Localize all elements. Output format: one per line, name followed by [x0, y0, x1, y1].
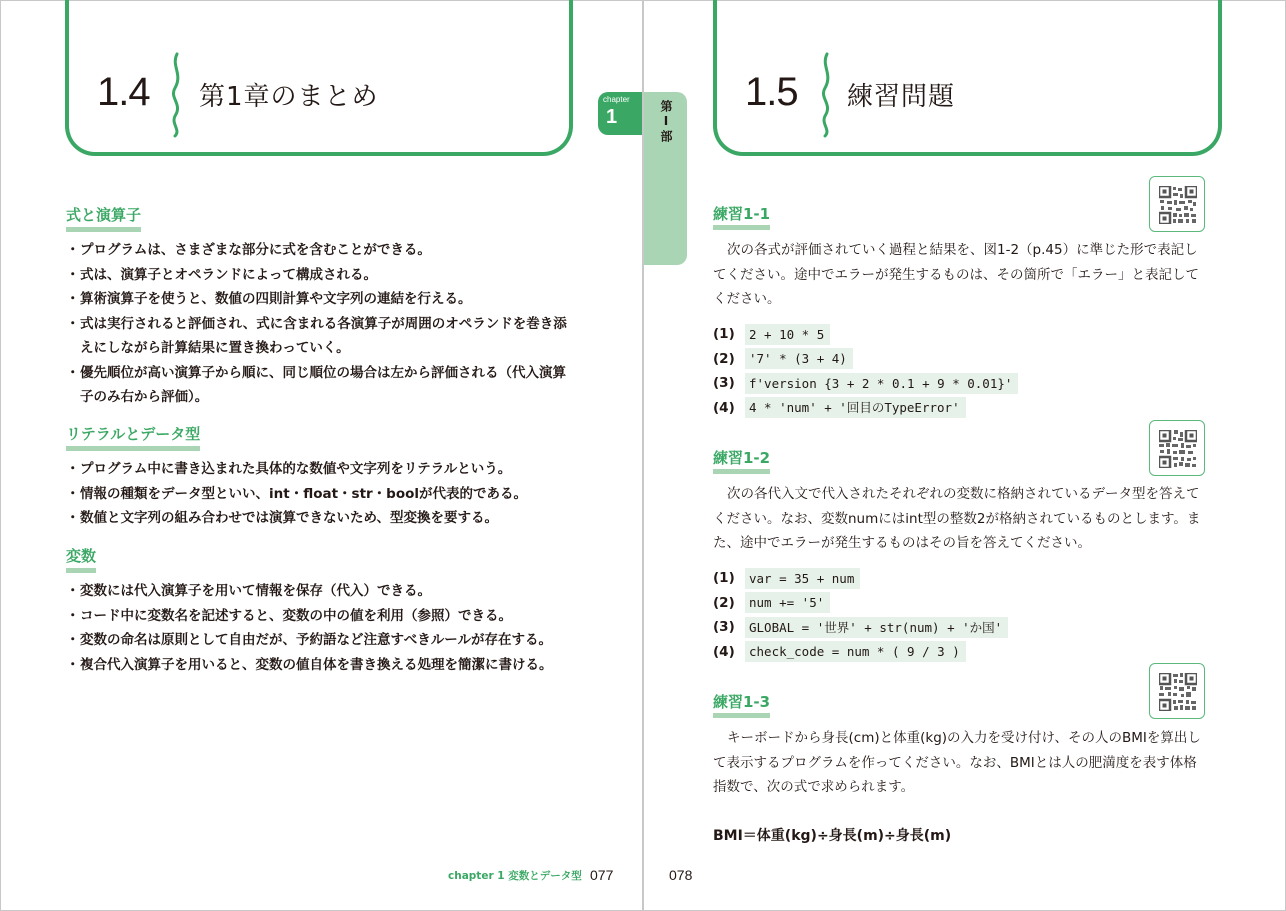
subheading-literals: リテラルとデータ型 — [66, 424, 200, 451]
list-item — [713, 371, 1018, 396]
list-item: ・ プログラム中に書き込まれた具体的な数値や文字列をリテラルという。 — [66, 457, 574, 482]
item-index: (4) — [713, 643, 735, 660]
list-item — [713, 566, 1008, 591]
wavy-brace-icon — [169, 52, 185, 138]
list-item — [713, 396, 1018, 421]
running-head: chapter 1 変数とデータ型 — [448, 870, 582, 882]
list-item — [713, 615, 1008, 640]
code-snippet: var = 35 + num — [745, 568, 860, 589]
section-number: 1.4 — [97, 70, 150, 114]
list-item — [713, 591, 1008, 616]
list-item — [713, 347, 1018, 372]
exercise-text-1-1: 次の各式が評価されていく過程と結果を、図1-2（p.45）に準じた形で表記してください。途中でエラーが発生するものは、その箇所で「エラー」と表記してください。 — [713, 242, 1199, 307]
part-label: 第Ⅰ部 — [659, 100, 673, 144]
exercise-text-1-3: キーボードから身長(cm)と体重(kg)の入力を受け付け、その人のBMIを算出して表示するプログラムを作ってください。なお、BMIとは人の肥満度を表す体格指数で、次の式で求められます。 — [713, 730, 1201, 795]
list-item: ・ 算術演算子を使うと、数値の四則計算や文字列の連結を行える。 — [66, 287, 574, 312]
part-tab — [644, 92, 687, 265]
code-list-1-1 — [713, 322, 1018, 420]
list-item — [713, 640, 1008, 665]
item-index: (1) — [713, 570, 735, 587]
list-item: ・ 式は実行されると評価され、式に含まれる各演算子が周囲のオペランドを巻き添えにしながら計算結果に置き換わっていく。 — [66, 312, 574, 361]
section-title: 練習問題 — [847, 82, 956, 112]
code-snippet: f'version {3 + 2 * 0.1 + 9 * 0.01}' — [745, 373, 1018, 394]
chapter-number: 1 — [606, 106, 618, 128]
bullet-list-operators — [66, 238, 574, 410]
exercise-text-1-2: 次の各代入文で代入されたそれぞれの変数に格納されているデータ型を答えてください。なお、変数numにはint型の整数2が格納されているものとします。また、途中でエラーが発生するものはその旨を答えてください。 — [713, 486, 1201, 551]
code-snippet: '7' * (3 + 4) — [745, 348, 853, 369]
wavy-brace-icon — [819, 52, 835, 138]
item-index: (1) — [713, 326, 735, 343]
section-title: 第1章のまとめ — [199, 82, 379, 112]
page-number-left: 077 — [590, 867, 614, 883]
section-heading-box-1-4 — [65, 0, 573, 156]
qr-code-icon[interactable] — [1149, 420, 1205, 476]
list-item: ・ 複合代入演算子を用いると、変数の値自体を書き換える処理を簡潔に書ける。 — [66, 653, 574, 678]
item-index: (3) — [713, 375, 735, 392]
code-snippet: 2 + 10 * 5 — [745, 324, 830, 345]
list-item: ・ 情報の種類をデータ型といい、int・float・str・boolが代表的である。 — [66, 482, 574, 507]
bmi-formula: BMI＝体重(kg)÷身長(m)÷身長(m) — [713, 828, 952, 844]
exercise-heading-1-2: 練習1-2 — [713, 448, 770, 474]
qr-code-icon[interactable] — [1149, 176, 1205, 232]
chapter-tab — [598, 92, 642, 135]
item-index: (3) — [713, 619, 735, 636]
code-snippet: GLOBAL = '世界' + str(num) + 'か国' — [745, 617, 1008, 638]
exercise-heading-1-1: 練習1-1 — [713, 204, 770, 230]
page-number-right: 078 — [669, 867, 693, 883]
item-index: (4) — [713, 399, 735, 416]
list-item: ・ 優先順位が高い演算子から順に、同じ順位の場合は左から評価される（代入演算子のみ右から評価）。 — [66, 361, 574, 410]
exercise-heading-1-3: 練習1-3 — [713, 692, 770, 718]
code-snippet: 4 * 'num' + '回目のTypeError' — [745, 397, 966, 418]
chapter-label: chapter — [603, 95, 630, 104]
qr-code-icon[interactable] — [1149, 663, 1205, 719]
section-number: 1.5 — [745, 70, 798, 114]
item-index: (2) — [713, 350, 735, 367]
list-item: ・ 変数の命名は原則として自由だが、予約語など注意すべきルールが存在する。 — [66, 628, 574, 653]
subheading-operators: 式と演算子 — [66, 205, 141, 232]
list-item: ・ 変数には代入演算子を用いて情報を保存（代入）できる。 — [66, 579, 574, 604]
section-heading-box-1-5 — [713, 0, 1222, 156]
code-snippet: check_code = num * ( 9 / 3 ) — [745, 641, 966, 662]
list-item — [713, 322, 1018, 347]
list-item: ・ 式は、演算子とオペランドによって構成される。 — [66, 263, 574, 288]
subheading-variables: 変数 — [66, 546, 96, 573]
list-item: ・ プログラムは、さまざまな部分に式を含むことができる。 — [66, 238, 574, 263]
bullet-list-literals — [66, 457, 574, 531]
bullet-list-variables — [66, 579, 574, 677]
list-item: ・ 数値と文字列の組み合わせでは演算できないため、型変換を要する。 — [66, 506, 574, 531]
list-item: ・ コード中に変数名を記述すると、変数の中の値を利用（参照）できる。 — [66, 604, 574, 629]
code-list-1-2 — [713, 566, 1008, 664]
code-snippet: num += '5' — [745, 592, 830, 613]
item-index: (2) — [713, 594, 735, 611]
